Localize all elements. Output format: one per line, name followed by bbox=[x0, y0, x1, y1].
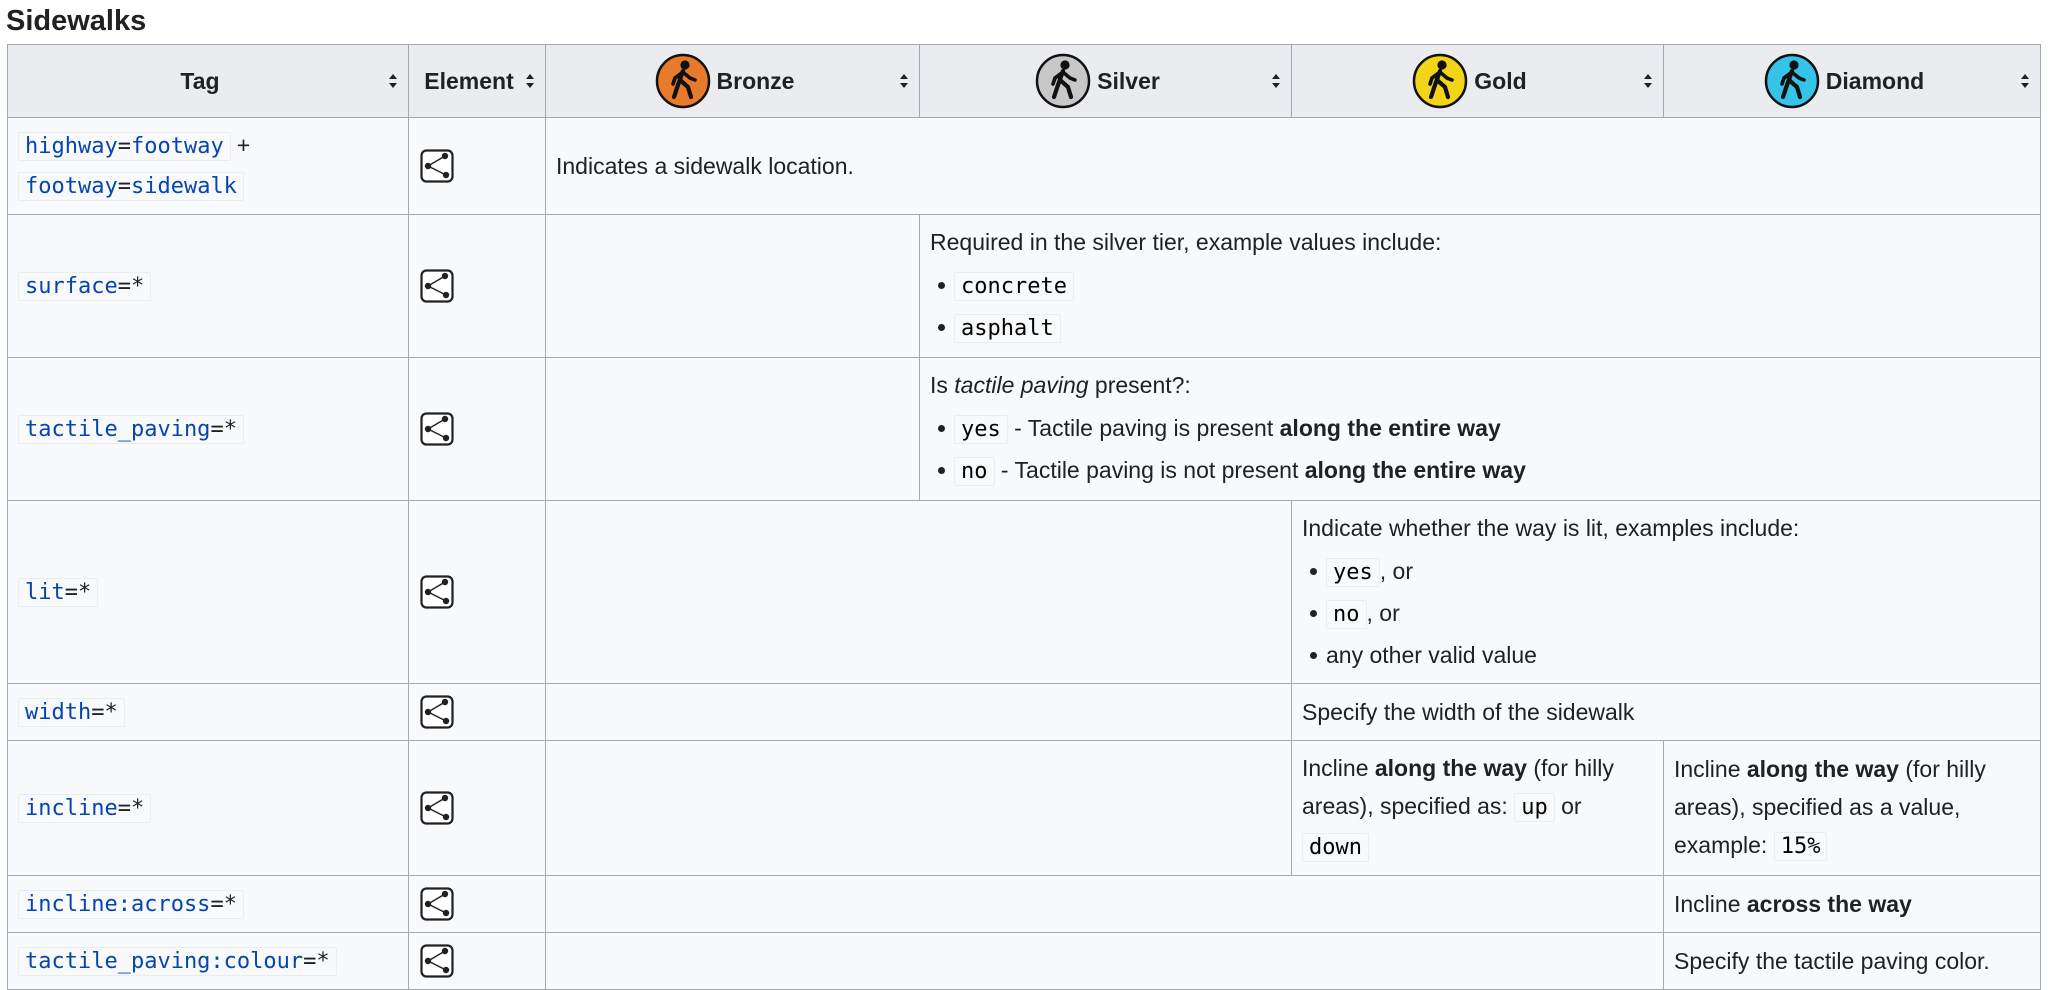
description-cell: Is tactile paving present?: yes - Tactile paving is present along the entire way no - Tactile paving is not present along the entire way bbox=[920, 358, 2041, 501]
description-cell: Specify the width of the sidewalk bbox=[1292, 684, 2041, 741]
empty-cell bbox=[546, 501, 1292, 684]
tag-link[interactable]: highway=footway bbox=[18, 132, 231, 161]
table-row bbox=[8, 215, 2041, 358]
tag-link[interactable]: surface=* bbox=[18, 272, 151, 301]
column-header-tag[interactable] bbox=[8, 45, 409, 118]
header-label: Gold bbox=[1474, 68, 1527, 94]
diamond-pedestrian-icon bbox=[1764, 53, 1820, 109]
list-item: no - Tactile paving is not present along the entire way bbox=[954, 450, 2030, 492]
table-row bbox=[8, 684, 2041, 741]
way-icon[interactable] bbox=[420, 149, 454, 183]
description-cell-diamond: Incline along the way (for hilly areas), specified as a value, example: 15% bbox=[1664, 741, 2041, 876]
list-item: asphalt bbox=[954, 307, 2030, 349]
tag-link[interactable]: tactile_paving:colour=* bbox=[18, 947, 337, 976]
sidewalks-table bbox=[7, 44, 2041, 990]
sort-arrows-icon[interactable] bbox=[388, 73, 398, 89]
way-icon[interactable] bbox=[420, 944, 454, 978]
element-cell bbox=[409, 215, 546, 358]
silver-pedestrian-icon bbox=[1035, 53, 1091, 109]
tag-cell bbox=[8, 933, 409, 990]
sort-arrows-icon[interactable] bbox=[525, 73, 535, 89]
tag-cell bbox=[8, 215, 409, 358]
way-icon[interactable] bbox=[420, 412, 454, 446]
element-cell bbox=[409, 684, 546, 741]
tag-link[interactable]: footway=sidewalk bbox=[18, 172, 244, 201]
empty-cell bbox=[546, 741, 1292, 876]
tag-cell bbox=[8, 118, 409, 215]
description-cell-gold: Incline along the way (for hilly areas), specified as: up or down bbox=[1292, 741, 1664, 876]
list-item: concrete bbox=[954, 265, 2030, 307]
empty-cell bbox=[546, 684, 1292, 741]
tag-link[interactable]: lit=* bbox=[18, 578, 98, 607]
header-label: Silver bbox=[1097, 68, 1160, 94]
description-cell: Incline across the way bbox=[1664, 876, 2041, 933]
description-cell: Indicates a sidewalk location. bbox=[546, 118, 2041, 215]
tag-link[interactable]: tactile_paving=* bbox=[18, 415, 244, 444]
plus-sign: + bbox=[236, 132, 251, 158]
table-row bbox=[8, 876, 2041, 933]
way-icon[interactable] bbox=[420, 575, 454, 609]
column-header-bronze[interactable] bbox=[546, 45, 920, 118]
sort-arrows-icon[interactable] bbox=[1271, 73, 1281, 89]
way-icon[interactable] bbox=[420, 269, 454, 303]
description-cell: Indicate whether the way is lit, examples include: yes , or no , or any other valid value bbox=[1292, 501, 2041, 684]
bronze-pedestrian-icon bbox=[655, 53, 711, 109]
column-header-element[interactable] bbox=[409, 45, 546, 118]
empty-cell bbox=[546, 876, 1664, 933]
empty-cell bbox=[546, 358, 920, 501]
gold-pedestrian-icon bbox=[1412, 53, 1468, 109]
element-cell bbox=[409, 501, 546, 684]
sort-arrows-icon[interactable] bbox=[2020, 73, 2030, 89]
table-row bbox=[8, 933, 2041, 990]
element-cell bbox=[409, 358, 546, 501]
list-item: yes , or bbox=[1326, 551, 2030, 593]
table-row bbox=[8, 741, 2041, 876]
sort-arrows-icon[interactable] bbox=[899, 73, 909, 89]
description-cell: Specify the tactile paving color. bbox=[1664, 933, 2041, 990]
value-list bbox=[930, 408, 2030, 492]
header-label: Bronze bbox=[716, 68, 795, 94]
list-item: no , or bbox=[1326, 593, 2030, 635]
value-list bbox=[930, 265, 2030, 349]
element-cell bbox=[409, 118, 546, 215]
header-label: Tag bbox=[180, 68, 220, 94]
tag-cell bbox=[8, 501, 409, 684]
tag-link[interactable]: incline=* bbox=[18, 794, 151, 823]
empty-cell bbox=[546, 215, 920, 358]
tag-link[interactable]: incline:across=* bbox=[18, 890, 244, 919]
value-list bbox=[1302, 551, 2030, 675]
header-row bbox=[8, 45, 2041, 118]
column-header-diamond[interactable] bbox=[1664, 45, 2041, 118]
table-row bbox=[8, 501, 2041, 684]
table-row bbox=[8, 358, 2041, 501]
sort-arrows-icon[interactable] bbox=[1643, 73, 1653, 89]
tag-link[interactable]: width=* bbox=[18, 698, 125, 727]
list-item: any other valid value bbox=[1326, 635, 2030, 675]
header-label: Diamond bbox=[1825, 68, 1925, 94]
element-cell bbox=[409, 933, 546, 990]
column-header-gold[interactable] bbox=[1292, 45, 1664, 118]
description-cell: Required in the silver tier, example values include: concrete asphalt bbox=[920, 215, 2041, 358]
way-icon[interactable] bbox=[420, 791, 454, 825]
way-icon[interactable] bbox=[420, 887, 454, 921]
way-icon[interactable] bbox=[420, 695, 454, 729]
element-cell bbox=[409, 876, 546, 933]
tag-cell bbox=[8, 741, 409, 876]
tag-cell bbox=[8, 358, 409, 501]
table-row bbox=[8, 118, 2041, 215]
element-cell bbox=[409, 741, 546, 876]
list-item: yes - Tactile paving is present along the entire way bbox=[954, 408, 2030, 450]
page-title: Sidewalks bbox=[6, 5, 147, 37]
tag-cell bbox=[8, 684, 409, 741]
empty-cell bbox=[546, 933, 1664, 990]
header-label: Element bbox=[424, 68, 514, 94]
column-header-silver[interactable] bbox=[920, 45, 1292, 118]
tag-cell bbox=[8, 876, 409, 933]
